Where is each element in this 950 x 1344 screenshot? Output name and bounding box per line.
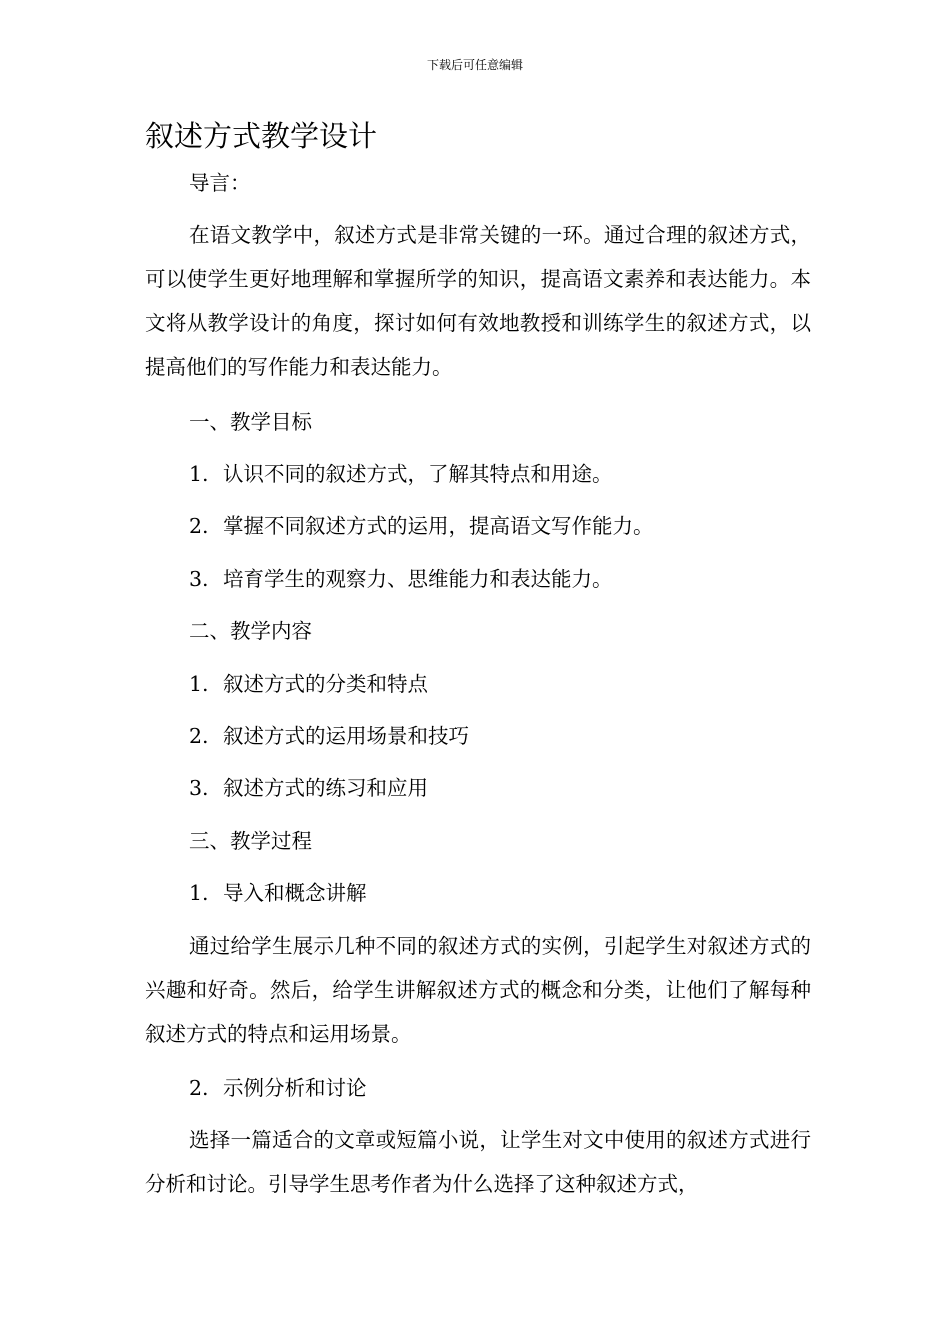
goal-item	[189, 452, 613, 496]
item-text: 认识不同的叙述方式，了解其特点和用途。	[223, 462, 613, 486]
item-number: 3.	[189, 567, 209, 591]
process-step-heading	[189, 871, 367, 915]
content-item	[189, 766, 428, 810]
intro-label: 导言：	[189, 171, 251, 195]
item-number: 1.	[189, 672, 209, 696]
process-step-heading	[189, 1066, 367, 1110]
section-heading-content: 二、教学内容	[189, 619, 312, 643]
item-text: 示例分析和讨论	[223, 1076, 367, 1100]
goal-item	[189, 557, 613, 601]
section-heading-process: 三、教学过程	[189, 829, 312, 853]
content-item	[189, 714, 469, 758]
item-text: 导入和概念讲解	[223, 881, 367, 905]
item-number: 2.	[189, 1076, 209, 1100]
item-text: 叙述方式的练习和应用	[223, 776, 428, 800]
page-header: 下载后可任意编辑	[426, 58, 523, 72]
process-step-paragraph: 选择一篇适合的文章或短篇小说，让学生对文中使用的叙述方式进行分析和讨论。引导学生思考作者为什么选择了这种叙述方式，	[145, 1128, 811, 1196]
item-number: 2.	[189, 514, 209, 538]
item-text: 掌握不同叙述方式的运用，提高语文写作能力。	[223, 514, 654, 538]
process-step-paragraph: 通过给学生展示几种不同的叙述方式的实例，引起学生对叙述方式的兴趣和好奇。然后，给学生讲解叙述方式的概念和分类，让他们了解每种叙述方式的特点和运用场景。	[145, 934, 811, 1046]
content-item	[189, 662, 428, 706]
intro-paragraph: 在语文教学中，叙述方式是非常关键的一环。通过合理的叙述方式，可以使学生更好地理解和掌握所学的知识，提高语文素养和表达能力。本文将从教学设计的角度，探讨如何有效地教授和训练学生的叙述方式，以提高他们的写作能力和表达能力。	[145, 223, 811, 379]
item-number: 2.	[189, 724, 209, 748]
section-heading-goals: 一、教学目标	[189, 410, 312, 434]
item-number: 3.	[189, 776, 209, 800]
item-text: 叙述方式的分类和特点	[223, 672, 428, 696]
item-text: 培育学生的观察力、思维能力和表达能力。	[223, 567, 613, 591]
item-text: 叙述方式的运用场景和技巧	[223, 724, 469, 748]
document-title: 叙述方式教学设计	[145, 119, 378, 153]
item-number: 1.	[189, 462, 209, 486]
item-number: 1.	[189, 881, 209, 905]
goal-item	[189, 504, 654, 548]
